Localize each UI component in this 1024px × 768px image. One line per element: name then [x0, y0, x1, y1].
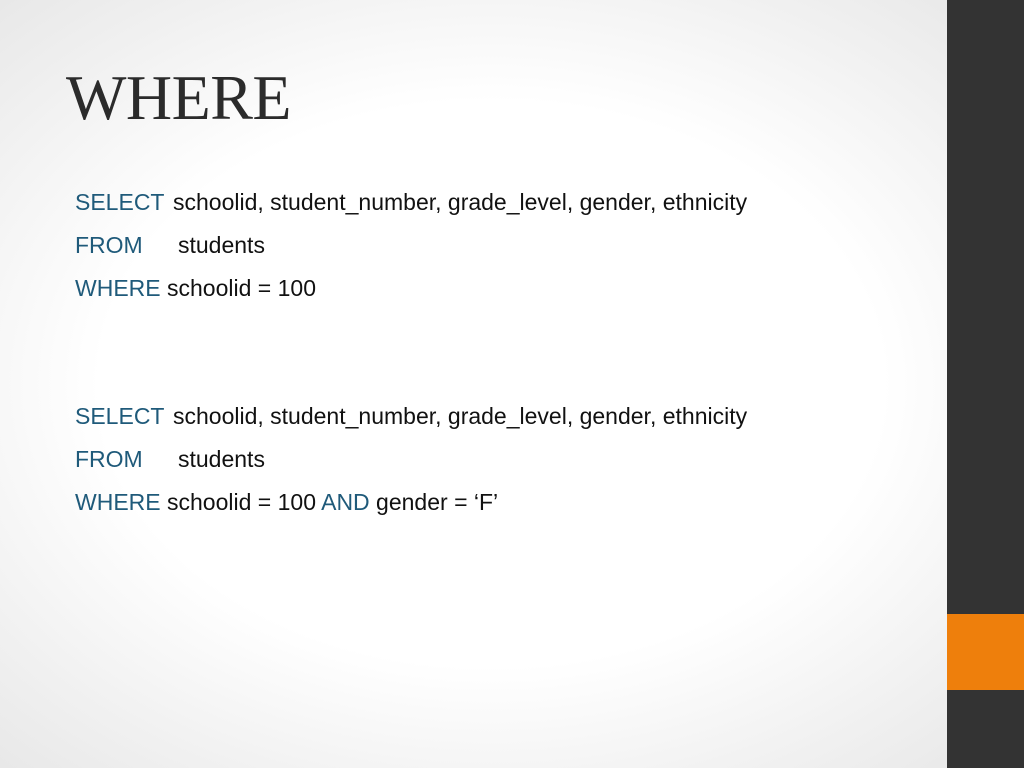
from-keyword: FROM: [75, 446, 143, 472]
where-keyword: WHERE: [75, 275, 161, 301]
select-columns: schoolid, student_number, grade_level, gender, ethnicity: [173, 189, 748, 215]
where-line: [75, 481, 747, 524]
where-condition-schoolid: schoolid = 100: [160, 489, 322, 515]
select-line: [75, 181, 747, 224]
select-keyword: SELECT: [75, 189, 165, 215]
from-table: students: [178, 232, 265, 258]
and-keyword: AND: [321, 489, 370, 515]
sql-query-basic: [75, 181, 747, 310]
where-condition: schoolid = 100: [160, 275, 316, 301]
from-line: [75, 438, 747, 481]
select-keyword: SELECT: [75, 403, 165, 429]
from-table: students: [178, 446, 265, 472]
slide-title: WHERE: [66, 62, 291, 133]
select-line: [75, 395, 747, 438]
sql-query-and: [75, 395, 747, 524]
where-keyword: WHERE: [75, 489, 161, 515]
where-condition-gender: gender = ‘F’: [369, 489, 499, 515]
from-keyword: FROM: [75, 232, 143, 258]
select-columns: schoolid, student_number, grade_level, gender, ethnicity: [173, 403, 748, 429]
decorative-sidebar: [947, 0, 1024, 768]
from-line: [75, 224, 747, 267]
sidebar-accent-block: [947, 614, 1024, 690]
where-line: [75, 267, 747, 310]
